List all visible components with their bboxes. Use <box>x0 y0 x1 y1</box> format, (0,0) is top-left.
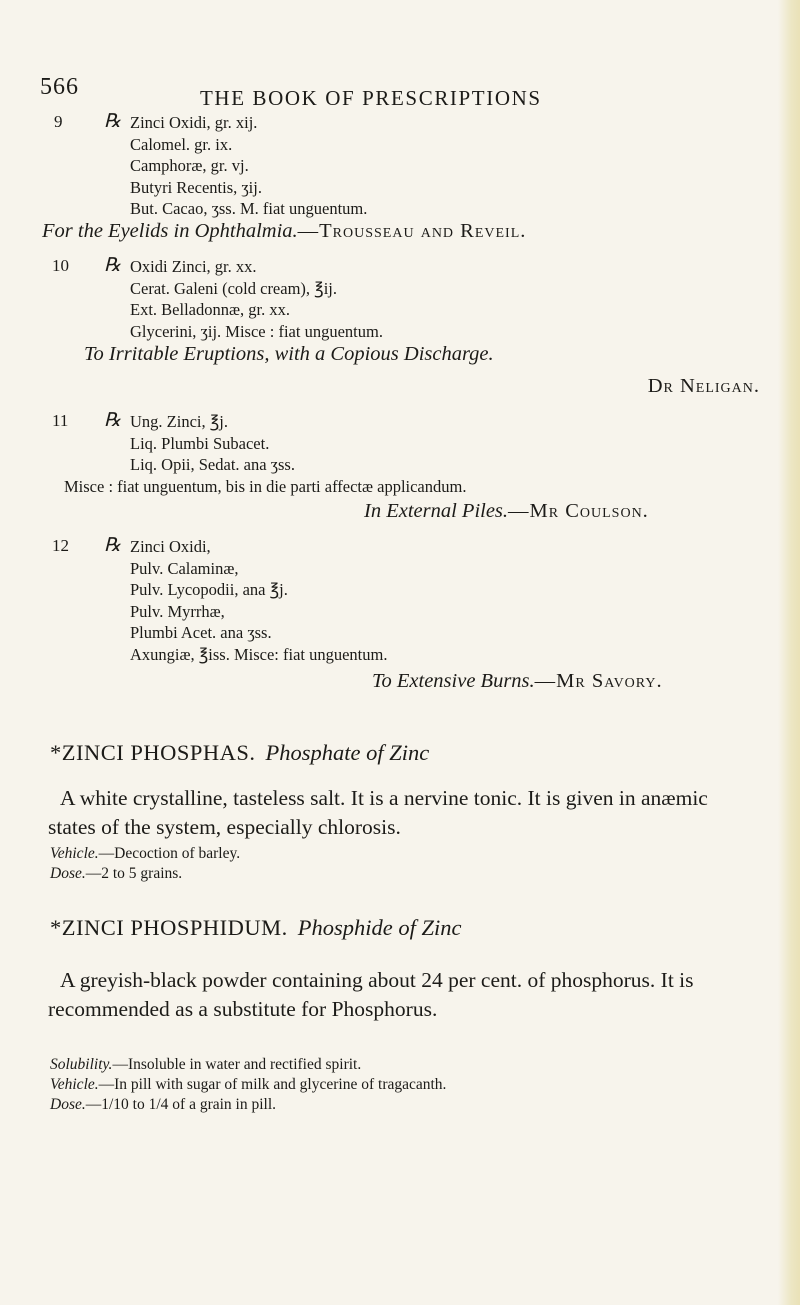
page-edge-discoloration <box>778 0 800 1305</box>
ingredient-line: Zinci Oxidi, <box>130 537 211 556</box>
ingredient-line: Butyri Recentis, ʒij. <box>130 177 262 197</box>
section-title <box>50 915 462 941</box>
prescription-ingredients <box>64 411 467 497</box>
heading-author: —Mr Savory. <box>534 670 663 692</box>
heading-author: —Trousseau and Reveil. <box>297 220 527 242</box>
note-label: Vehicle. <box>50 1076 99 1093</box>
prescription-ingredients <box>130 256 383 342</box>
heading-text: To Extensive Burns. <box>372 670 535 692</box>
section-note <box>50 1096 276 1114</box>
note-label: Dose. <box>50 1096 86 1113</box>
ingredient-line: Liq. Opii, Sedat. ana ʒss. <box>130 455 295 474</box>
heading-text: For the Eyelids in Ophthalmia. <box>42 220 298 242</box>
prescription-number: 11 <box>52 411 69 430</box>
ingredient-line: Cerat. Galeni (cold cream), ℥ij. <box>130 278 337 298</box>
ingredient-line: Misce : fiat unguentum, bis in die parti affectæ applicandum. <box>64 476 467 496</box>
ingredient-line: Calomel. gr. ix. <box>130 134 233 154</box>
prescription-ingredients <box>130 536 387 665</box>
rx-icon: ℞ <box>104 410 122 431</box>
note-label: Vehicle. <box>50 845 99 862</box>
ingredient-line: Zinci Oxidi, gr. xij. <box>130 113 258 132</box>
section-note <box>50 1056 361 1074</box>
section-title-english: Phosphate of Zinc <box>265 740 430 765</box>
ingredient-line: Pulv. Myrrhæ, <box>130 601 225 621</box>
section-paragraph: A white crystalline, tasteless salt. It is a nervine tonic. It is given in anæmic states of the system, especially chlorosis. <box>48 786 708 839</box>
rx-icon: ℞ <box>104 255 122 276</box>
note-text: —2 to 5 grains. <box>85 865 183 882</box>
heading-author: Dr Neligan. <box>647 375 760 397</box>
ingredient-line: Liq. Plumbi Subacet. <box>130 433 270 453</box>
prescription-heading <box>372 670 663 693</box>
section-paragraph: A greyish-black powder containing about 24 per cent. of phosphorus. It is recommended as a substitute for Phosphorus. <box>48 968 694 1021</box>
ingredient-line: Pulv. Lycopodii, ana ℥j. <box>130 580 288 599</box>
section-title-latin: *ZINCI PHOSPHIDUM. <box>50 915 288 940</box>
note-text: —1/10 to 1/4 of a grain in pill. <box>85 1096 277 1113</box>
prescription-number: 9 <box>54 112 63 131</box>
ingredient-line: Glycerini, ʒij. Misce : fiat unguentum. <box>130 321 383 341</box>
ingredient-line: Axungiæ, ℥iss. Misce: fiat unguentum. <box>130 644 388 664</box>
ingredient-line: Camphoræ, gr. vj. <box>130 156 249 175</box>
heading-text: In External Piles. <box>364 500 509 522</box>
running-title: THE BOOK OF PRESCRIPTIONS <box>200 86 542 110</box>
section-note <box>50 845 240 863</box>
note-text: —Decoction of barley. <box>98 845 241 862</box>
ingredient-line: Ung. Zinci, ℥j. <box>130 412 228 431</box>
section-title-latin: *ZINCI PHOSPHAS. <box>50 740 256 765</box>
ingredient-line: Ext. Belladonnæ, gr. xx. <box>130 300 290 319</box>
prescription-heading <box>84 343 494 366</box>
note-text: —In pill with sugar of milk and glycerine of tragacanth. <box>98 1076 447 1093</box>
ingredient-line: Plumbi Acet. ana ʒss. <box>130 623 272 642</box>
prescription-number: 10 <box>52 256 69 275</box>
section-note <box>50 1076 446 1094</box>
page-number: 566 <box>40 74 79 100</box>
section-note <box>50 865 182 883</box>
note-label: Solubility. <box>50 1056 113 1073</box>
rx-icon: ℞ <box>104 111 122 132</box>
prescription-author <box>648 375 760 398</box>
prescription-heading <box>42 220 526 243</box>
prescription-heading <box>364 500 649 523</box>
prescription-number: 12 <box>52 536 69 555</box>
note-text: —Insoluble in water and rectified spirit. <box>112 1056 362 1073</box>
ingredient-line: But. Cacao, ʒss. M. fiat unguentum. <box>130 199 368 218</box>
heading-text: To Irritable Eruptions, with a Copious Discharge. <box>84 343 494 365</box>
note-label: Dose. <box>50 865 86 882</box>
prescription-ingredients <box>130 112 367 220</box>
heading-author: —Mr Coulson. <box>508 500 649 522</box>
ingredient-line: Pulv. Calaminæ, <box>130 558 239 578</box>
section-title-english: Phosphide of Zinc <box>297 915 462 940</box>
ingredient-line: Oxidi Zinci, gr. xx. <box>130 257 257 276</box>
section-title <box>50 740 429 766</box>
rx-icon: ℞ <box>104 535 122 556</box>
